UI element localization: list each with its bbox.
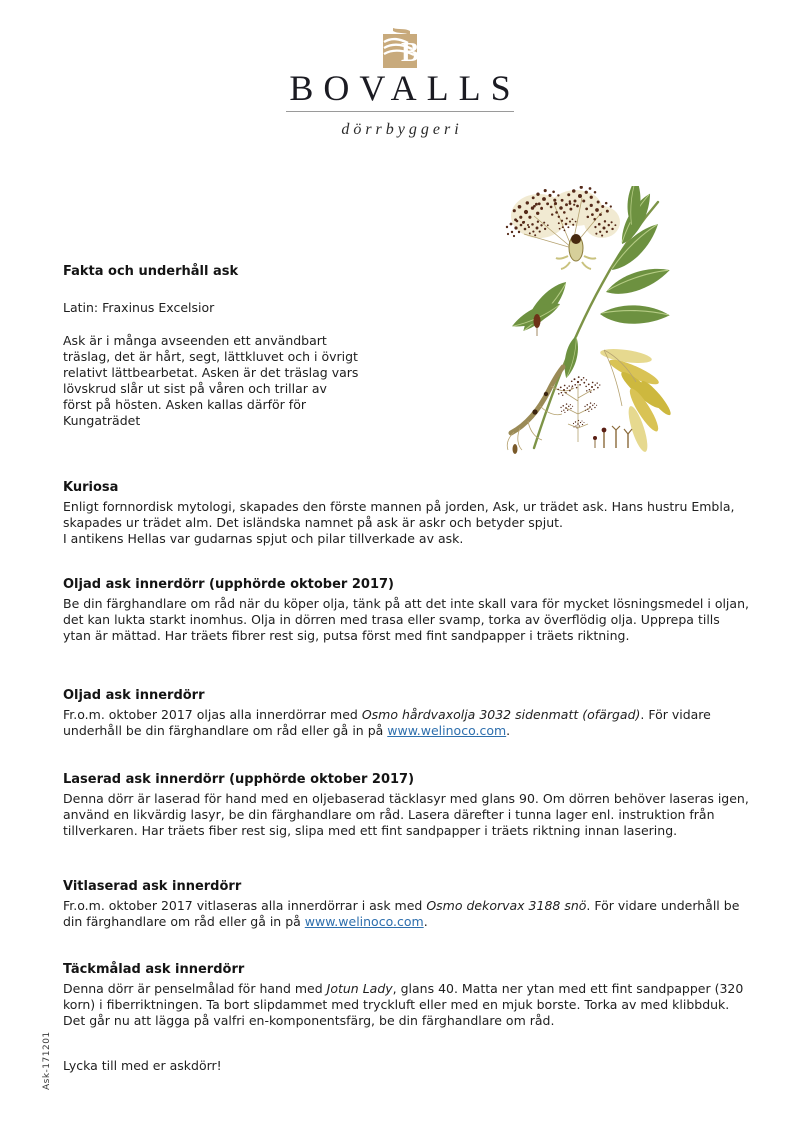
section-heading: Oljad ask innerdörr (63, 688, 205, 703)
section-body (63, 898, 749, 930)
brand-divider (286, 111, 514, 112)
intro-paragraph: Ask är i många avseenden ett användbart träslag, det är hårt, segt, lättkluvet och i övrigt relativt lättbearbetat. Asken är det träslag vars lövskrud slår ut sist på våren och trillar av först på hösten. Asken kallas därför för Kungaträdet (63, 333, 359, 428)
section-tackmalad (63, 962, 749, 1029)
paragraph (63, 981, 749, 1029)
product-name: Osmo hårdvaxolja 3032 sidenmatt (ofärgad) (361, 707, 641, 722)
text-run: . För vidare underhåll be din färghandlare om råd eller gå in på (63, 707, 711, 738)
brand-header (0, 28, 800, 139)
section-body (63, 707, 749, 739)
section-body (63, 981, 749, 1029)
text-run: Denna dörr är penselmålad för hand med (63, 981, 327, 996)
section-body (63, 791, 749, 839)
paragraph (63, 499, 749, 531)
text-run: Enligt fornnordisk mytologi, skapades den förste mannen på jorden, Ask, ur trädet ask. Hans hustru Embla, skapades ur trädet alm. Det isländska namnet på ask är askr och betyder spjut. (63, 499, 735, 530)
closing-line: Lycka till med er askdörr! (63, 1058, 222, 1073)
section-heading: Kuriosa (63, 480, 119, 495)
text-run: Be din färghandlare om råd när du köper olja, tänk på att det inte skall vara för mycket lösningsmedel i oljan, det kan lukta starkt inomhus. Olja in dörren med trasa eller svamp, torka av överflödig olja. Upprepa tills ytan är mättad. Har träets fibrer rest sig, putsa först med fint sandpapper i träets riktning. (63, 596, 749, 643)
document-code: Ask-171201 (42, 1031, 52, 1090)
text-run: Denna dörr är laserad för hand med en oljebaserad täcklasyr med glans 90. Om dörren behöver laseras igen, använd en likvärdig lasyr, be din färghandlare om råd. Lasera därefter i tunna lager enl. instruktion från tillverkaren. Har träets fiber rest sig, slipa med ett fint sandpapper i träets riktning innan lasering. (63, 791, 749, 838)
welinoco-link[interactable]: www.welinoco.com (304, 914, 424, 929)
paragraph (63, 791, 749, 839)
ash-botanical-illustration (504, 186, 674, 466)
text-run: Fr.o.m. oktober 2017 oljas alla innerdörrar med (63, 707, 362, 722)
section-heading: Laserad ask innerdörr (upphörde oktober 2017) (63, 772, 415, 787)
paragraph (63, 898, 749, 930)
section-kuriosa (63, 480, 749, 547)
product-name: Jotun Lady (326, 981, 393, 996)
text-run: . (506, 723, 511, 738)
section-body (63, 596, 749, 644)
section-heading: Oljad ask innerdörr (upphörde oktober 2017) (63, 577, 394, 592)
paragraph (63, 596, 749, 644)
text-run: Fr.o.m. oktober 2017 vitlaseras alla innerdörrar i ask med (63, 898, 427, 913)
text-run: I antikens Hellas var gudarnas spjut och pilar tillverkade av ask. (63, 531, 464, 546)
welinoco-link[interactable]: www.welinoco.com (387, 723, 507, 738)
section-laserad (63, 772, 749, 839)
brand-tagline: dörrbyggeri (341, 120, 463, 138)
text-run: . (423, 914, 428, 929)
text-run: . För vidare underhåll be din färghandlare om råd eller gå in på (63, 898, 740, 929)
section-heading: Vitlaserad ask innerdörr (63, 879, 242, 894)
paragraph (63, 531, 749, 547)
section-vitlaserad (63, 879, 749, 930)
brand-name: BOVALLS (289, 68, 521, 108)
section-oljad (63, 688, 749, 739)
section-intro (63, 264, 359, 429)
product-name: Osmo dekorvax 3188 snö (426, 898, 587, 913)
svg-text:B: B (401, 37, 419, 67)
latin-name: Latin: Fraxinus Excelsior (63, 300, 215, 315)
text-run: , glans 40. Matta ner ytan med ett fint sandpapper (320 korn) i fiberriktningen. Ta bort slipdammet med tryckluft eller med en mjuk borste. Torka av med klibbduk. Det går nu att lägga på valfri en-komponentsfärg, be din färghandlare om råd. (63, 981, 744, 1028)
paragraph (63, 707, 749, 739)
intro-heading: Fakta och underhåll ask (63, 264, 239, 279)
section-body (63, 499, 749, 547)
bovalls-logo-icon (381, 28, 419, 70)
section-heading: Täckmålad ask innerdörr (63, 962, 245, 977)
section-oljad-upphorde (63, 577, 749, 644)
